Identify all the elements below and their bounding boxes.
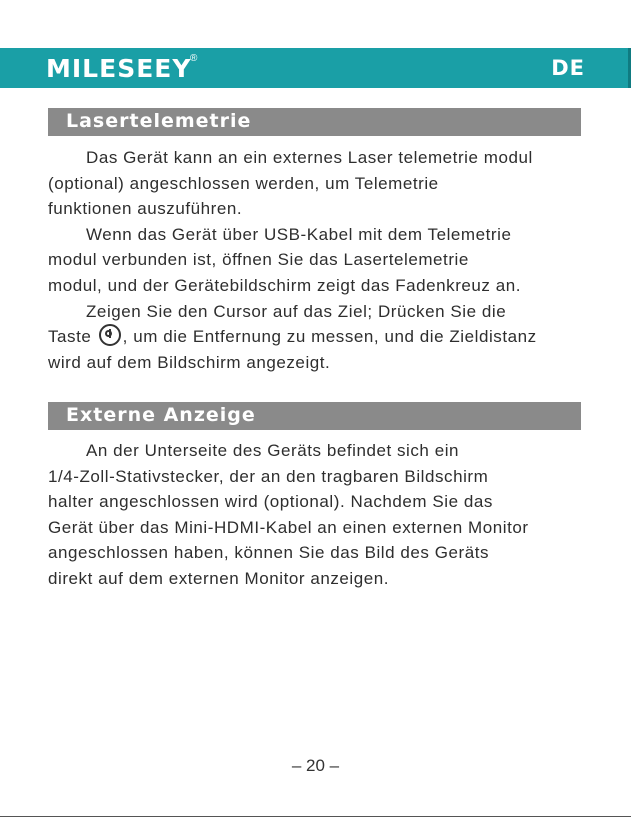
text-line: modul, und der Gerätebildschirm zeigt das Fadenkreuz an. [48, 275, 522, 295]
text-line [48, 324, 588, 350]
text-line: 1/4-Zoll-Stativstecker, der an den tragbaren Bildschirm [48, 466, 489, 486]
header-bar [0, 48, 631, 88]
language-label: DE [551, 56, 585, 80]
section-body-lasertelemetrie [48, 145, 588, 375]
brand-logo: MILESEEY [46, 54, 192, 83]
text-line [48, 145, 588, 171]
section-heading-externe-anzeige [48, 402, 581, 430]
text-span: Taste [48, 327, 92, 347]
page-number: – 20 – [291, 756, 340, 775]
text-line: funktionen auszuführen. [48, 199, 243, 219]
section-title: Externe Anzeige [66, 404, 256, 426]
text-line [48, 299, 588, 325]
section-body-externe-anzeige [48, 438, 588, 592]
registered-mark: ® [190, 53, 198, 64]
footer-divider [0, 816, 631, 817]
text-span: , um die Entfernung zu messen, und die Zieldistanz [122, 327, 537, 347]
section-title: Lasertelemetrie [66, 110, 252, 132]
text-line: wird auf dem Bildschirm angezeigt. [48, 352, 331, 372]
text-span: Wenn das Gerät über USB-Kabel mit dem Telemetrie [86, 224, 512, 244]
text-span: Das Gerät kann an ein externes Laser telemetrie modul [86, 148, 533, 167]
text-line: direkt auf dem externen Monitor anzeigen. [48, 568, 390, 588]
text-line: halter angeschlossen wird (optional). Nachdem Sie das [48, 492, 493, 512]
text-line: modul verbunden ist, öffnen Sie das Lasertelemetrie [48, 250, 469, 270]
text-line: angeschlossen haben, können Sie das Bild des Geräts [48, 543, 490, 563]
text-line [48, 438, 588, 464]
text-line: (optional) angeschlossen werden, um Telemetrie [48, 173, 439, 193]
power-button-icon [99, 324, 121, 346]
text-line [48, 222, 588, 248]
section-heading-lasertelemetrie [48, 108, 581, 136]
text-line: Gerät über das Mini-HDMI-Kabel an einen externen Monitor [48, 517, 529, 537]
text-span: Zeigen Sie den Cursor auf das Ziel; Drücken Sie die [86, 301, 507, 321]
text-span: An der Unterseite des Geräts befindet sich ein [86, 441, 460, 460]
